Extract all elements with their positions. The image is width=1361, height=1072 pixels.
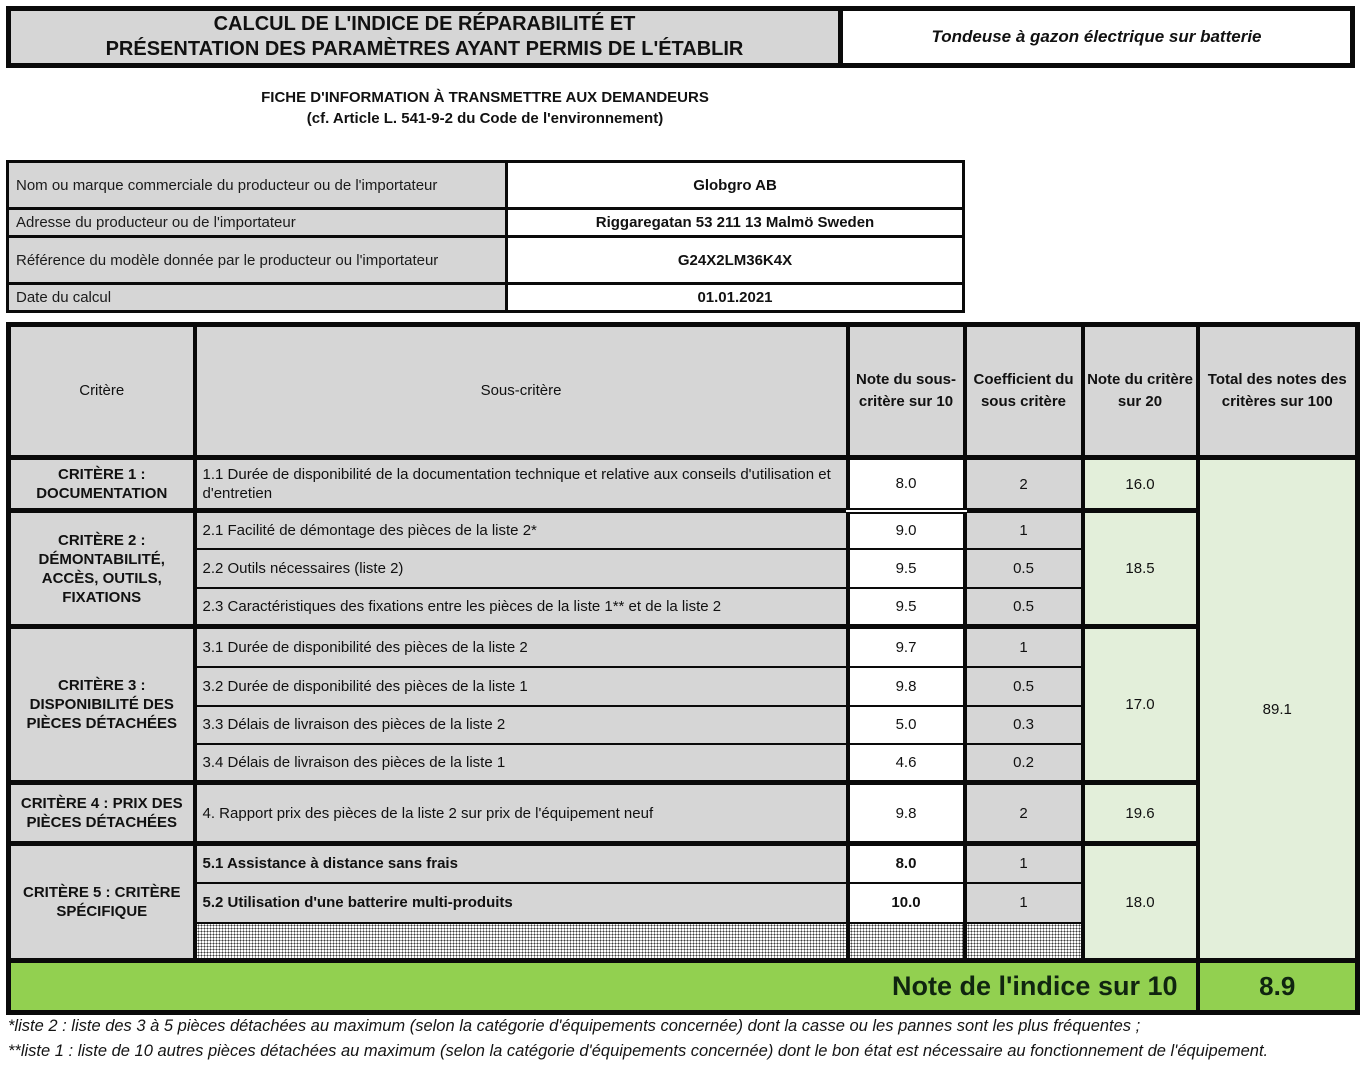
product-category-box xyxy=(843,11,1350,63)
subcriterion-1-1-coefficient: 2 xyxy=(965,458,1083,511)
subcriterion-1-1-score: 8.0 xyxy=(848,458,965,511)
hatched-empty-cell xyxy=(848,923,965,961)
subcriterion-2-2-score: 9.5 xyxy=(848,549,965,588)
col-header-criterion-score: Note du critère sur 20 xyxy=(1083,325,1198,458)
index-label: Note de l'indice sur 10 xyxy=(9,961,1198,1013)
col-header-total: Total des notes des critères sur 100 xyxy=(1198,325,1358,458)
subcriterion-3-4-label: 3.4 Délais de livraison des pièces de la liste 1 xyxy=(195,744,848,783)
criterion-2-label: CRITÈRE 2 : DÉMONTABILITÉ, ACCÈS, OUTILS, FIXATIONS xyxy=(9,511,195,627)
hatched-empty-cell xyxy=(965,923,1083,961)
subcriterion-2-2-label: 2.2 Outils nécessaires (liste 2) xyxy=(195,549,848,588)
subcriterion-2-3-label: 2.3 Caractéristiques des fixations entre les pièces de la liste 1** et de la liste 2 xyxy=(195,588,848,627)
criterion-1-score: 16.0 xyxy=(1083,458,1198,511)
subcriterion-3-3-label: 3.3 Délais de livraison des pièces de la liste 2 xyxy=(195,706,848,744)
subcriterion-2-1-label: 2.1 Facilité de démontage des pièces de la liste 2* xyxy=(195,511,848,549)
title-line-2: PRÉSENTATION DES PARAMÈTRES AYANT PERMIS DE L'ÉTABLIR xyxy=(105,38,744,60)
subcriterion-4-label: 4. Rapport prix des pièces de la liste 2 sur prix de l'équipement neuf xyxy=(195,783,848,844)
col-header-subscore: Note du sous-critère sur 10 xyxy=(848,325,965,458)
criterion-4-label: CRITÈRE 4 : PRIX DES PIÈCES DÉTACHÉES xyxy=(9,783,195,844)
index-result-row xyxy=(9,961,1358,1013)
col-header-subcriterion: Sous-critère xyxy=(195,325,848,458)
col-header-coefficient: Coefficient du sous critère xyxy=(965,325,1083,458)
subcriterion-3-4-coefficient: 0.2 xyxy=(965,744,1083,783)
hatched-empty-cell xyxy=(195,923,848,961)
producer-address-value: Riggaregatan 53 211 13 Malmö Sweden xyxy=(507,209,964,237)
top-band xyxy=(6,6,1355,68)
table-row xyxy=(9,844,1358,883)
table-row xyxy=(8,209,964,237)
table-row xyxy=(8,162,964,209)
subcriterion-3-2-label: 3.2 Durée de disponibilité des pièces de la liste 1 xyxy=(195,667,848,706)
table-row xyxy=(9,458,1358,511)
subcriterion-3-1-score: 9.7 xyxy=(848,627,965,667)
footnotes xyxy=(8,1014,1355,1064)
subcriterion-3-2-score: 9.8 xyxy=(848,667,965,706)
subcriterion-4-coefficient: 2 xyxy=(965,783,1083,844)
criteria-table xyxy=(6,322,1360,1015)
subcriterion-3-2-coefficient: 0.5 xyxy=(965,667,1083,706)
producer-name-value: Globgro AB xyxy=(507,162,964,209)
producer-name-label: Nom ou marque commerciale du producteur ou de l'importateur xyxy=(8,162,507,209)
subcriterion-3-3-score: 5.0 xyxy=(848,706,965,744)
criterion-3-score: 17.0 xyxy=(1083,627,1198,783)
producer-info-table xyxy=(6,160,965,313)
producer-address-label: Adresse du producteur ou de l'importateur xyxy=(8,209,507,237)
subcriterion-2-3-coefficient: 0.5 xyxy=(965,588,1083,627)
table-row xyxy=(8,237,964,284)
subcriterion-3-1-coefficient: 1 xyxy=(965,627,1083,667)
subcriterion-1-1-label: 1.1 Durée de disponibilité de la documentation technique et relative aux conseils d'utilisation et d'entretien xyxy=(195,458,848,511)
criterion-5-label: CRITÈRE 5 : CRITÈRE SPÉCIFIQUE xyxy=(9,844,195,961)
criteria-header-row xyxy=(9,325,1358,458)
title-line-1: CALCUL DE L'INDICE DE RÉPARABILITÉ ET xyxy=(213,13,636,35)
criterion-4-score: 19.6 xyxy=(1083,783,1198,844)
subtitle-line-2: (cf. Article L. 541-9-2 du Code de l'environnement) xyxy=(306,110,664,127)
subtitle xyxy=(0,87,970,129)
subcriterion-5-2-score: 10.0 xyxy=(848,883,965,923)
calculation-date-value: 01.01.2021 xyxy=(507,284,964,312)
subcriterion-5-1-coefficient: 1 xyxy=(965,844,1083,883)
subcriterion-2-1-score: 9.0 xyxy=(848,511,965,549)
subcriterion-4-score: 9.8 xyxy=(848,783,965,844)
subcriterion-2-1-coefficient: 1 xyxy=(965,511,1083,549)
subcriterion-2-3-score: 9.5 xyxy=(848,588,965,627)
subcriterion-3-3-coefficient: 0.3 xyxy=(965,706,1083,744)
subcriterion-5-2-coefficient: 1 xyxy=(965,883,1083,923)
product-category-label: Tondeuse à gazon électrique sur batterie xyxy=(931,27,1262,46)
total-score-cell: 89.1 xyxy=(1198,458,1358,961)
subcriterion-5-1-score: 8.0 xyxy=(848,844,965,883)
footnote-liste-1: **liste 1 : liste de 10 autres pièces détachées au maximum (selon la catégorie d'équipements concernée) dont le bon état est nécessaire au fonctionnement de l'équipement. xyxy=(8,1041,1269,1060)
criterion-5-score: 18.0 xyxy=(1083,844,1198,961)
subcriterion-5-2-label: 5.2 Utilisation d'une batterire multi-produits xyxy=(195,883,848,923)
index-value: 8.9 xyxy=(1198,961,1358,1013)
model-reference-value: G24X2LM36K4X xyxy=(507,237,964,284)
table-row xyxy=(9,627,1358,667)
model-reference-label: Référence du modèle donnée par le producteur ou l'importateur xyxy=(8,237,507,284)
subcriterion-3-4-score: 4.6 xyxy=(848,744,965,783)
table-row xyxy=(9,511,1358,549)
criterion-2-score: 18.5 xyxy=(1083,511,1198,627)
criterion-1-label: CRITÈRE 1 : DOCUMENTATION xyxy=(9,458,195,511)
subtitle-line-1: FICHE D'INFORMATION À TRANSMETTRE AUX DEMANDEURS xyxy=(261,89,709,106)
document-title xyxy=(11,11,843,63)
table-row xyxy=(8,284,964,312)
subcriterion-5-1-label: 5.1 Assistance à distance sans frais xyxy=(195,844,848,883)
subcriterion-3-1-label: 3.1 Durée de disponibilité des pièces de la liste 2 xyxy=(195,627,848,667)
footnote-liste-2: *liste 2 : liste des 3 à 5 pièces détachées au maximum (selon la catégorie d'équipements concernée) dont la casse ou les pannes sont les plus fréquentes ; xyxy=(8,1017,1141,1035)
table-row xyxy=(9,783,1358,844)
col-header-criterion: Critère xyxy=(9,325,195,458)
criterion-3-label: CRITÈRE 3 : DISPONIBILITÉ DES PIÈCES DÉTACHÉES xyxy=(9,627,195,783)
subcriterion-2-2-coefficient: 0.5 xyxy=(965,549,1083,588)
calculation-date-label: Date du calcul xyxy=(8,284,507,312)
